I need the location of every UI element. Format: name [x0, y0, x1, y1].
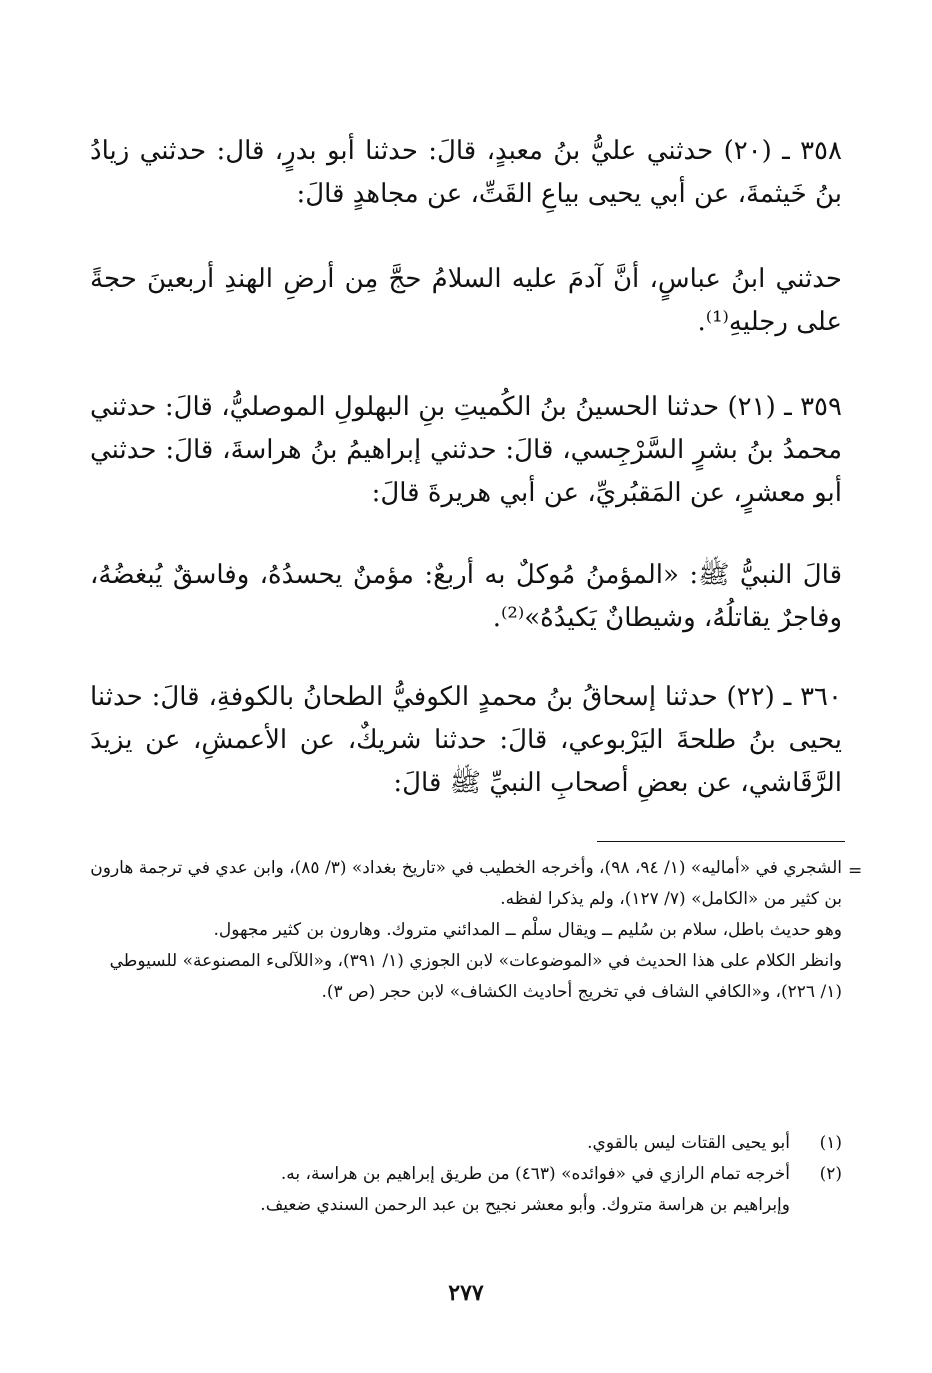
footnote-continuation-para: وانظر الكلام على هذا الحديث في «الموضوعات» لابن الجوزي (١/ ٣٩١)، و«اللآلىء المصنوعة» للسيوطي (١/ ٢٢٦)، و«الكافي الشاف في تخريج أحاديث الكشاف» لابن حجر (ص ٣). [109, 951, 842, 1002]
footnote-text: وإبراهيم بن هراسة متروك. وأبو معشر نجيح بن عبد الرحمن السندي ضعيف. [260, 1195, 790, 1215]
footnote-continuation-para: الشجري في «أماليه» (١/ ٩٤، ٩٨)، وأخرجه الخطيب في «تاريخ بغداد» (٣/ ٨٥)، وابن عدي في ترجمة هارون بن كثير من «الكامل» (٧/ ١٢٧)، ولم يذكرا لفظه. [90, 858, 842, 909]
hadith-359-isnad: ٣٥٩ ـ (٢١) حدثنا الحسينُ بنُ الكُميتِ بنِ البهلولِ الموصليُّ، قالَ: حدثني محمدُ بنُ بشرٍ السَّرْجِسي، قالَ: حدثني إبراهيمُ بنُ هراسةَ، قالَ: حدثني أبو معشرٍ، عن المَقبُريِّ، عن أبي هريرةَ قالَ: [90, 392, 842, 508]
footnote-item [90, 1128, 842, 1159]
footnote-separator [597, 841, 845, 842]
footnote-marker: (١) [819, 1133, 842, 1153]
footnote-marker: (٢) [819, 1164, 842, 1184]
footnote-text: أبو يحيى القتات ليس بالقوي. [587, 1133, 790, 1153]
footnote-text: أخرجه تمام الرازي في «فوائده» (٤٦٣) من طريق إبراهيم بن هراسة، به. [280, 1164, 790, 1184]
page-number: ٢٧٧ [448, 1280, 484, 1306]
footnote-continuation [90, 853, 842, 1008]
hadith-358-isnad: ٣٥٨ ـ (٢٠) حدثني عليُّ بنُ معبدٍ، قالَ: حدثنا أبو بدرٍ، قال: حدثني زيادُ بنُ خَيثمةَ، عن أبي يحيى بياعِ القَتِّ، عن مجاهدٍ قالَ: [90, 136, 842, 209]
footnote-list [90, 1128, 842, 1221]
footnote-item [90, 1159, 842, 1190]
footnote-continuation-mark: = [848, 861, 863, 881]
footnote-continuation-para: وهو حديث باطل، سلام بن سُليم ــ ويقال سلْم ــ المدائني متروك. وهارون بن كثير مجهول. [213, 920, 842, 940]
hadith-359-matn: قالَ النبيُّ ﷺ: «المؤمنُ مُوكلٌ به أربعٌ: مؤمنٌ يحسدُهُ، وفاسقٌ يُبغضُهُ، وفاجرٌ يقاتلُهُ، وشيطانٌ يَكيدُهُ»⁽²⁾. [90, 560, 842, 633]
hadith-358-matn: حدثني ابنُ عباسٍ، أنَّ آدمَ عليه السلامُ حجَّ مِن أرضِ الهندِ أربعينَ حجةً على رجليهِ⁽¹⁾. [90, 264, 842, 337]
footnote-item-continuation [90, 1190, 842, 1221]
hadith-360-isnad: ٣٦٠ ـ (٢٢) حدثنا إسحاقُ بنُ محمدٍ الكوفيُّ الطحانُ بالكوفةِ، قالَ: حدثنا يحيى بنُ طلحةَ اليَرْبوعي، قالَ: حدثنا شريكٌ، عن الأعمشِ، عن يزيدَ الرَّقَاشي، عن بعضِ أصحابِ النبيِّ ﷺ قالَ: [90, 682, 842, 798]
